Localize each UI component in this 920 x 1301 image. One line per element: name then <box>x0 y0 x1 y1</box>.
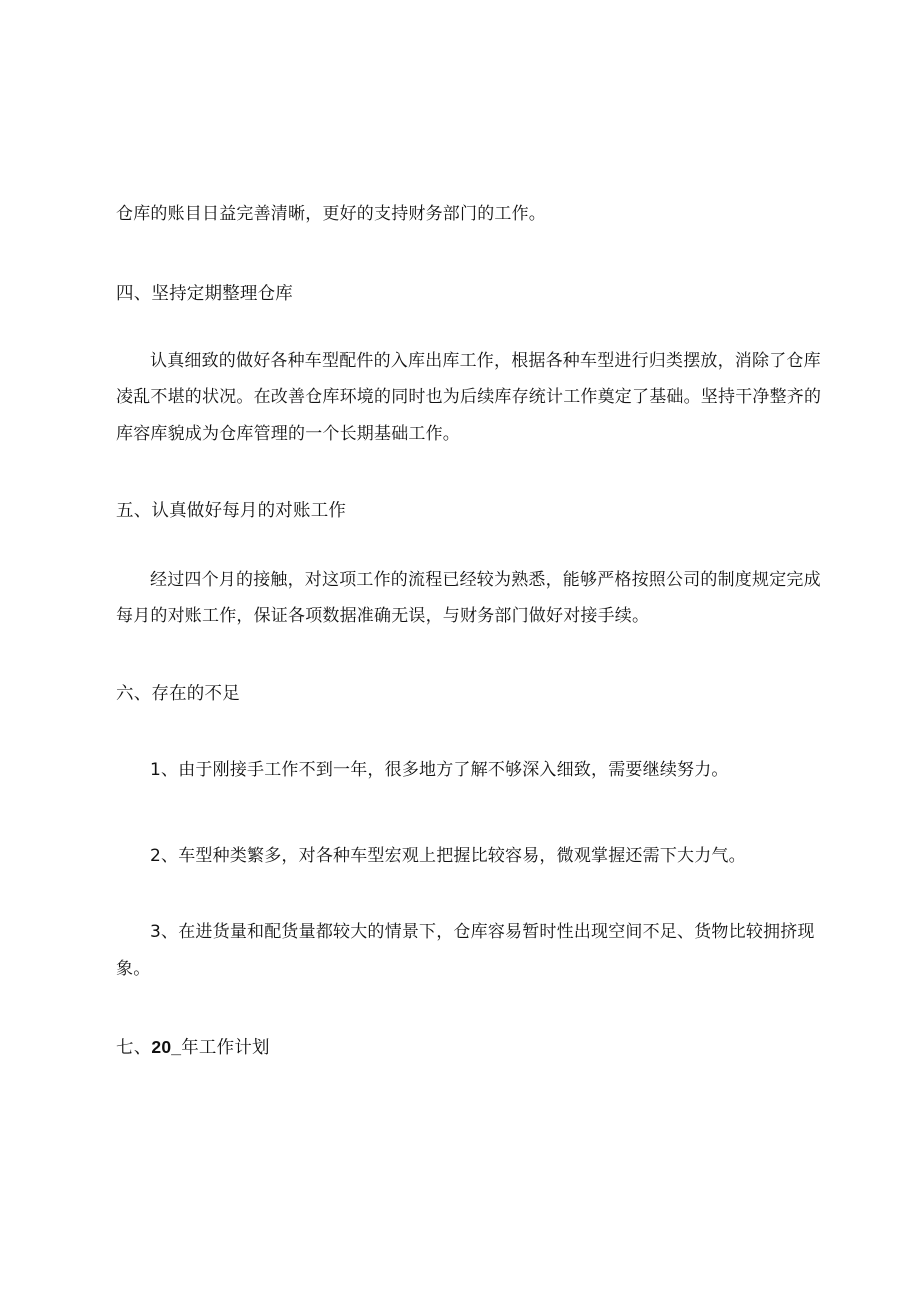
paragraph-line: 经过四个月的接触，对这项工作的流程已经较为熟悉，能够严格按照公司的制度规定完成 <box>150 570 821 590</box>
heading-year: 20_ <box>151 1037 182 1057</box>
heading-prefix: 七、 <box>116 1038 152 1058</box>
paragraph-line: 每月的对账工作，保证各项数据准确无误，与财务部门做好对接手续。 <box>116 606 650 626</box>
section-heading-6: 六、存在的不足 <box>116 684 240 704</box>
section-heading-7 <box>116 1036 816 1059</box>
paragraph-line: 凌乱不堪的状况。在改善仓库环境的同时也为后续库存统计工作奠定了基础。坚持干净整齐的 <box>116 387 822 407</box>
heading-suffix: 年工作计划 <box>181 1038 270 1058</box>
list-item: 3、在进货量和配货量都较大的情景下，仓库容易暂时性出现空间不足、货物比较拥挤现 <box>150 922 815 942</box>
list-item: 2、车型种类繁多，对各种车型宏观上把握比较容易，微观掌握还需下大力气。 <box>150 846 746 866</box>
paragraph-line: 认真细致的做好各种车型配件的入库出库工作，根据各种车型进行归类摆放，消除了仓库 <box>150 351 821 371</box>
section-heading-4: 四、坚持定期整理仓库 <box>116 284 293 304</box>
paragraph-line: 库容库貌成为仓库管理的一个长期基础工作。 <box>116 424 460 444</box>
section-heading-5: 五、认真做好每月的对账工作 <box>116 501 347 521</box>
list-item: 1、由于刚接手工作不到一年，很多地方了解不够深入细致，需要继续努力。 <box>150 760 729 780</box>
paragraph-line: 仓库的账目日益完善清晰，更好的支持财务部门的工作。 <box>116 204 546 224</box>
list-item-continuation: 象。 <box>116 959 151 979</box>
